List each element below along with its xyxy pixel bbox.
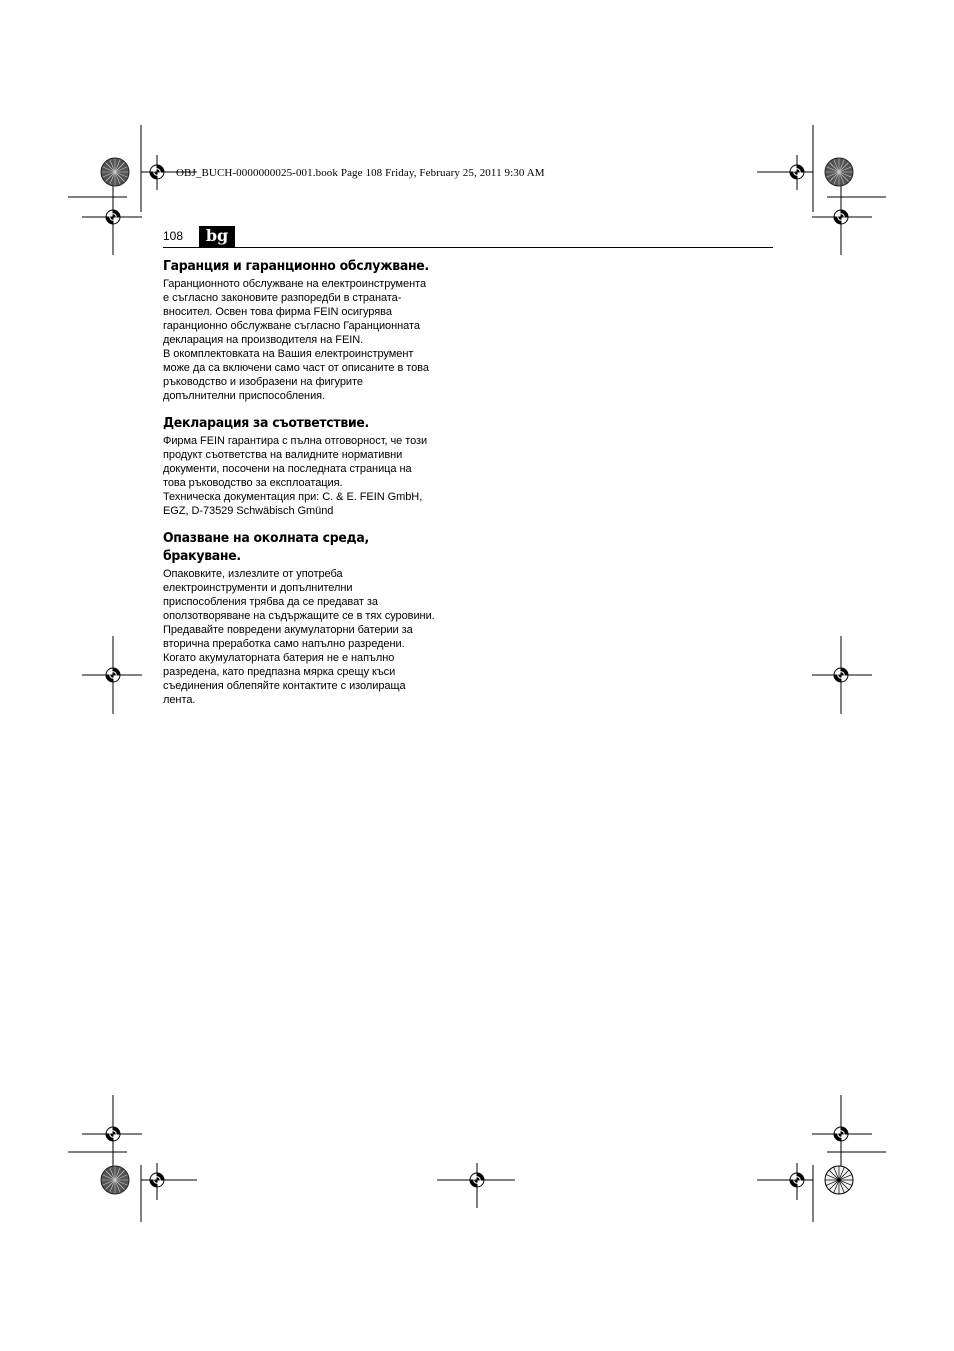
- language-badge: bg: [199, 226, 235, 247]
- section-warranty: [163, 258, 473, 403]
- paragraph: Фирма FEIN гарантира с пълна отговорност, че този продукт съответства на валидните нормативни документи, посочени на последната страница на това ръководство за експлоатация.: [163, 435, 428, 489]
- paragraph: Техническа документация при: C. & E. FEIN GmbH, EGZ, D-73529 Schwäbisch Gmünd: [163, 491, 423, 517]
- section-title: Гаранция и гаранционно обслужване.: [163, 259, 429, 274]
- section-title: Декларация за съответствие.: [163, 416, 370, 431]
- paragraph: Предавайте повредени акумулаторни батерии за вторична преработка само напълно разредени.: [163, 624, 413, 650]
- paragraph: Когато акумулаторната батерия не е напълно разредена, като предпазна мярка срещу къси съединения облепяйте контактите с изолираща лента.: [163, 652, 406, 706]
- section-title: Опазване на околната среда, бракуване.: [163, 531, 369, 564]
- paragraph: Опаковките, излезлите от употреба електроинструменти и допълнителни приспособления трябва да се предават за оползотворяване на съдържащите се в тях суровини.: [163, 568, 435, 622]
- header-rule: [163, 247, 773, 248]
- section-environment: [163, 530, 473, 707]
- print-slug: OBJ_BUCH-0000000025-001.book Page 108 Friday, February 25, 2011 9:30 AM: [176, 167, 545, 179]
- paragraph: В окомплектовката на Вашия електроинструмент може да са включени само част от описаните в това ръководство и изобразени на фигурите допълнителни приспособления.: [163, 348, 429, 402]
- section-conformity: [163, 415, 473, 518]
- main-content: [163, 258, 473, 719]
- page-number: 108: [163, 229, 184, 243]
- paragraph: Гаранционното обслужване на електроинструмента е съгласно законовите разпоредби в страната- вносител. Освен това фирма FEIN осигурява гаранционно обслужване съгласно Гаранционната декларация на производителя на FEIN.: [163, 278, 427, 346]
